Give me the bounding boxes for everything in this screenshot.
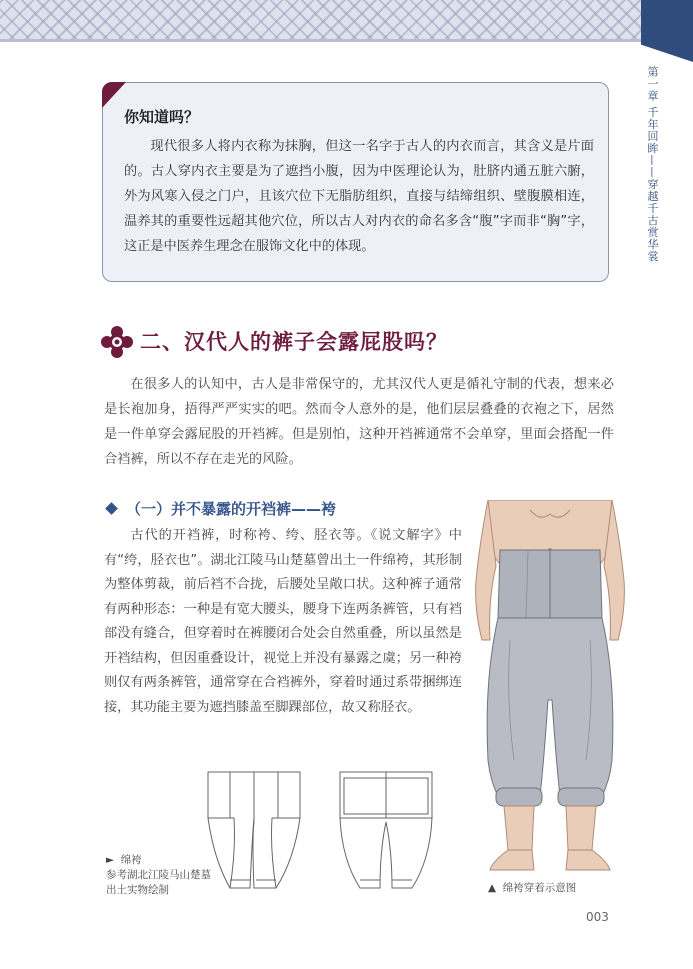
diagram-caption [106,853,216,898]
diamond-bullet-icon [105,502,118,515]
caption-triangle-icon: ▲ [488,882,497,894]
subsection-paragraph: 古代的开裆裤，时称袴、绔、胫衣等。《说文解字》中有“绔，胫衣也”。湖北江陵马山楚墓曾出土一件绵袴，其形制为整体剪裁，前后裆不合拢，后腰处呈敞口状。这种裤子通常有两种形态：一种是有宽大腰头，腰身下连两条裤管，只有裆部没有缝合，但穿着时在裤腰闭合处会自然重叠，所以虽然是开裆结构，但因重叠设计，视觉上并没有暴露之虞；另一种袴则仅有两条裤管，通常穿在合裆裤外，穿着时通过系带捆绑连接，其功能主要为遮挡膝盖至脚踝部位，故又称胫衣。 [104,528,462,715]
trousers-flat-diagram [200,770,440,895]
subsection-heading [104,498,336,519]
subsection-body [104,524,462,720]
illustration-caption-text: 绵袴穿着示意图 [502,882,577,894]
intro-paragraph: 在很多人的认知中，古人是非常保守的，尤其汉代人更是循礼守制的代表，想来必是长袍加身，捂得严严实实的吧。然而令人意外的是，他们层层叠叠的衣袍之下，居然是一件单穿会露屁股的开裆裤。但是别怕，这种开裆裤通常不会单穿，里面会搭配一件合裆裤，所以不存在走光的风险。 [104,377,614,467]
page-number: 003 [586,910,609,924]
did-you-know-title: 你知道吗？ [124,108,200,126]
chapter-corner-tab [641,0,693,62]
caption-arrow-icon: ► [106,854,115,866]
section-flower-icon [100,325,134,359]
caption-source: 参考湖北江陵马山楚墓出土实物绘制 [106,869,211,896]
header-pattern-band [0,0,693,42]
subsection-heading-text: （一）并不暴露的开裆裤——袴 [126,500,337,518]
did-you-know-paragraph: 现代很多人将内衣称为抹胸，但这一名字于古人的内衣而言，其含义是片面的。古人穿内衣主要是为了遮挡小腹，因为中医理论认为，肚脐内通五脏六腑，外为风寒入侵之门户，且该穴位下无脂肪组织，直接与结缔组织、壁腹膜相连，温养其的重要性远超其他穴位，所以古人对内衣的命名多含“腹”字而非“胸”字，这正是中医养生理念在服饰文化中的体现。 [124,139,594,254]
chapter-side-title: 第一章 千年回眸——穿越千古赏华裳 [646,66,659,263]
section-heading: 二、汉代人的裤子会露屁股吗？ [140,330,448,354]
illustration-caption [488,880,576,895]
section-intro [104,372,614,472]
did-you-know-text [124,134,594,259]
caption-title: 绵袴 [120,854,142,866]
trousers-wearing-illustration [470,500,630,880]
